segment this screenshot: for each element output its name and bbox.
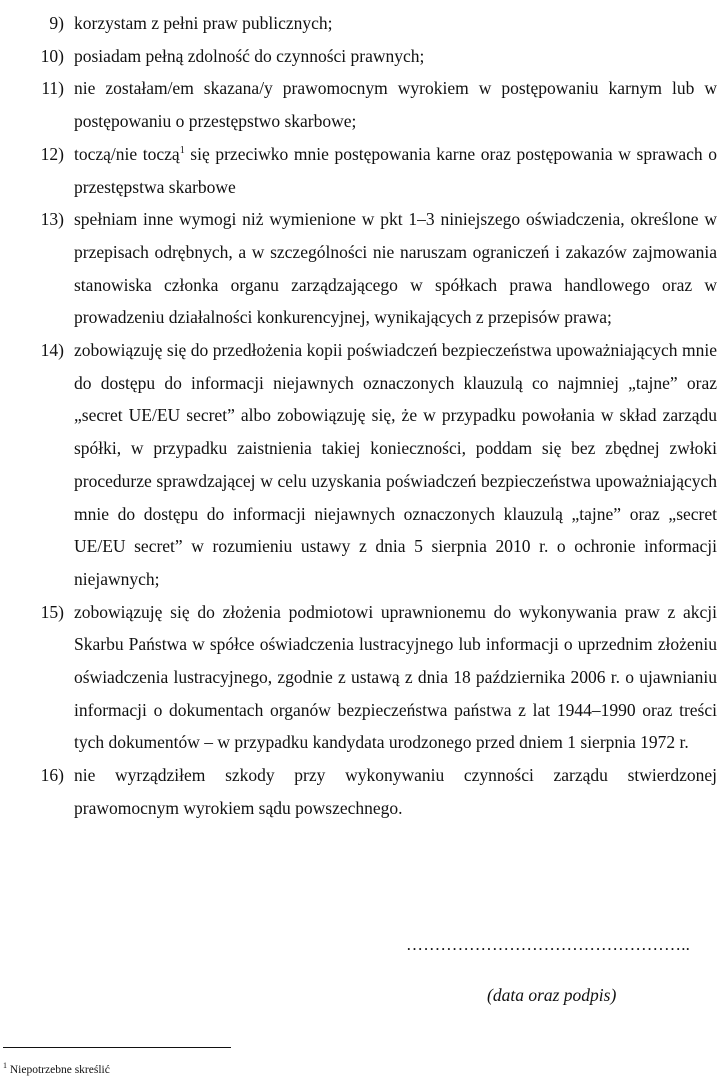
footnote: [3, 1062, 110, 1078]
item-text: [74, 138, 717, 203]
item-text: nie wyrządziłem szkody przy wykonywaniu czynności zarządu stwierdzonej prawomocnym wyrokiem sądu powszechnego.: [74, 765, 717, 818]
list-item-10: [0, 40, 720, 73]
list-item-12: [0, 138, 720, 203]
item-number: 9): [49, 13, 64, 33]
footnote-divider: [3, 1047, 231, 1048]
signature-label: (data oraz podpis): [487, 985, 617, 1005]
item-number: 15): [40, 601, 64, 622]
item-number: 13): [40, 209, 64, 230]
item-text: nie zostałam/em skazana/y prawomocnym wyrokiem w postępowaniu karnym lub w postępowaniu o przestępstwo skarbowe;: [74, 78, 717, 132]
list-item-15: [0, 596, 720, 760]
item-text-start: toczą/nie toczą: [74, 143, 180, 164]
list-item-14: [0, 334, 720, 596]
item-text: korzystam z pełni praw publicznych;: [74, 13, 333, 33]
footnote-reference: 1: [179, 144, 185, 156]
declaration-list: [0, 7, 720, 825]
signature-line: …………………………………………..: [406, 935, 691, 954]
item-number: 14): [40, 340, 64, 361]
list-item-13: [0, 203, 720, 334]
item-number: 11): [41, 78, 64, 99]
list-item-11: [0, 72, 720, 137]
item-text: posiadam pełną zdolność do czynności prawnych;: [74, 45, 425, 66]
item-number: 16): [40, 765, 64, 786]
item-text: spełniam inne wymogi niż wymienione w pkt 1–3 niniejszego oświadczenia, określone w przepisach odrębnych, a w szczególności nie naruszam ograniczeń i zakazów zajmowania stanowiska członka organu zarządzającego w spółkach prawa handlowego oraz w prowadzeniu działalności konkurencyjnej, wynikających z przepisów prawa;: [74, 209, 717, 328]
item-text: zobowiązuję się do złożenia podmiotowi uprawnionemu do wykonywania praw z akcji Skarbu Państwa w spółce oświadczenia lustracyjnego lub informacji o uprzednim złożeniu oświadczenia lustracyjnego, zgodnie z ustawą z dnia 18 października 2006 r. o ujawnianiu informacji o dokumentach organów bezpieczeństwa państwa z lat 1944–1990 oraz treści tych dokumentów – w przypadku kandydata urodzonego przed dniem 1 sierpnia 1972 r.: [74, 601, 717, 753]
item-number: 12): [40, 143, 64, 164]
item-text: zobowiązuję się do przedłożenia kopii poświadczeń bezpieczeństwa upoważniających mnie do dostępu do informacji niejawnych oznaczonych klauzulą co najmniej „tajne” oraz „secret UE/EU secret” albo zobowiązuję się, że w przypadku powołania w skład zarządu spółki, w przypadku zaistnienia takiej konieczności, poddam się bez zbędnej zwłoki procedurze sprawdzającej w celu uzyskania poświadczeń bezpieczeństwa upoważniających mnie do dostępu do informacji niejawnych oznaczonych klauzulą „tajne” oraz „secret UE/EU secret” w rozumieniu ustawy z dnia 5 sierpnia 2010 r. o ochronie informacji niejawnych;: [74, 340, 717, 589]
item-number: 10): [40, 45, 64, 66]
list-item-16: [0, 759, 720, 824]
footnote-marker: 1: [3, 1061, 7, 1071]
item-text-end: się przeciwko mnie postępowania karne oraz postępowania w sprawach o przestępstwa skarbowe: [74, 143, 717, 197]
list-item-9: [0, 7, 720, 40]
footnote-text: Niepotrzebne skreślić: [7, 1064, 110, 1076]
